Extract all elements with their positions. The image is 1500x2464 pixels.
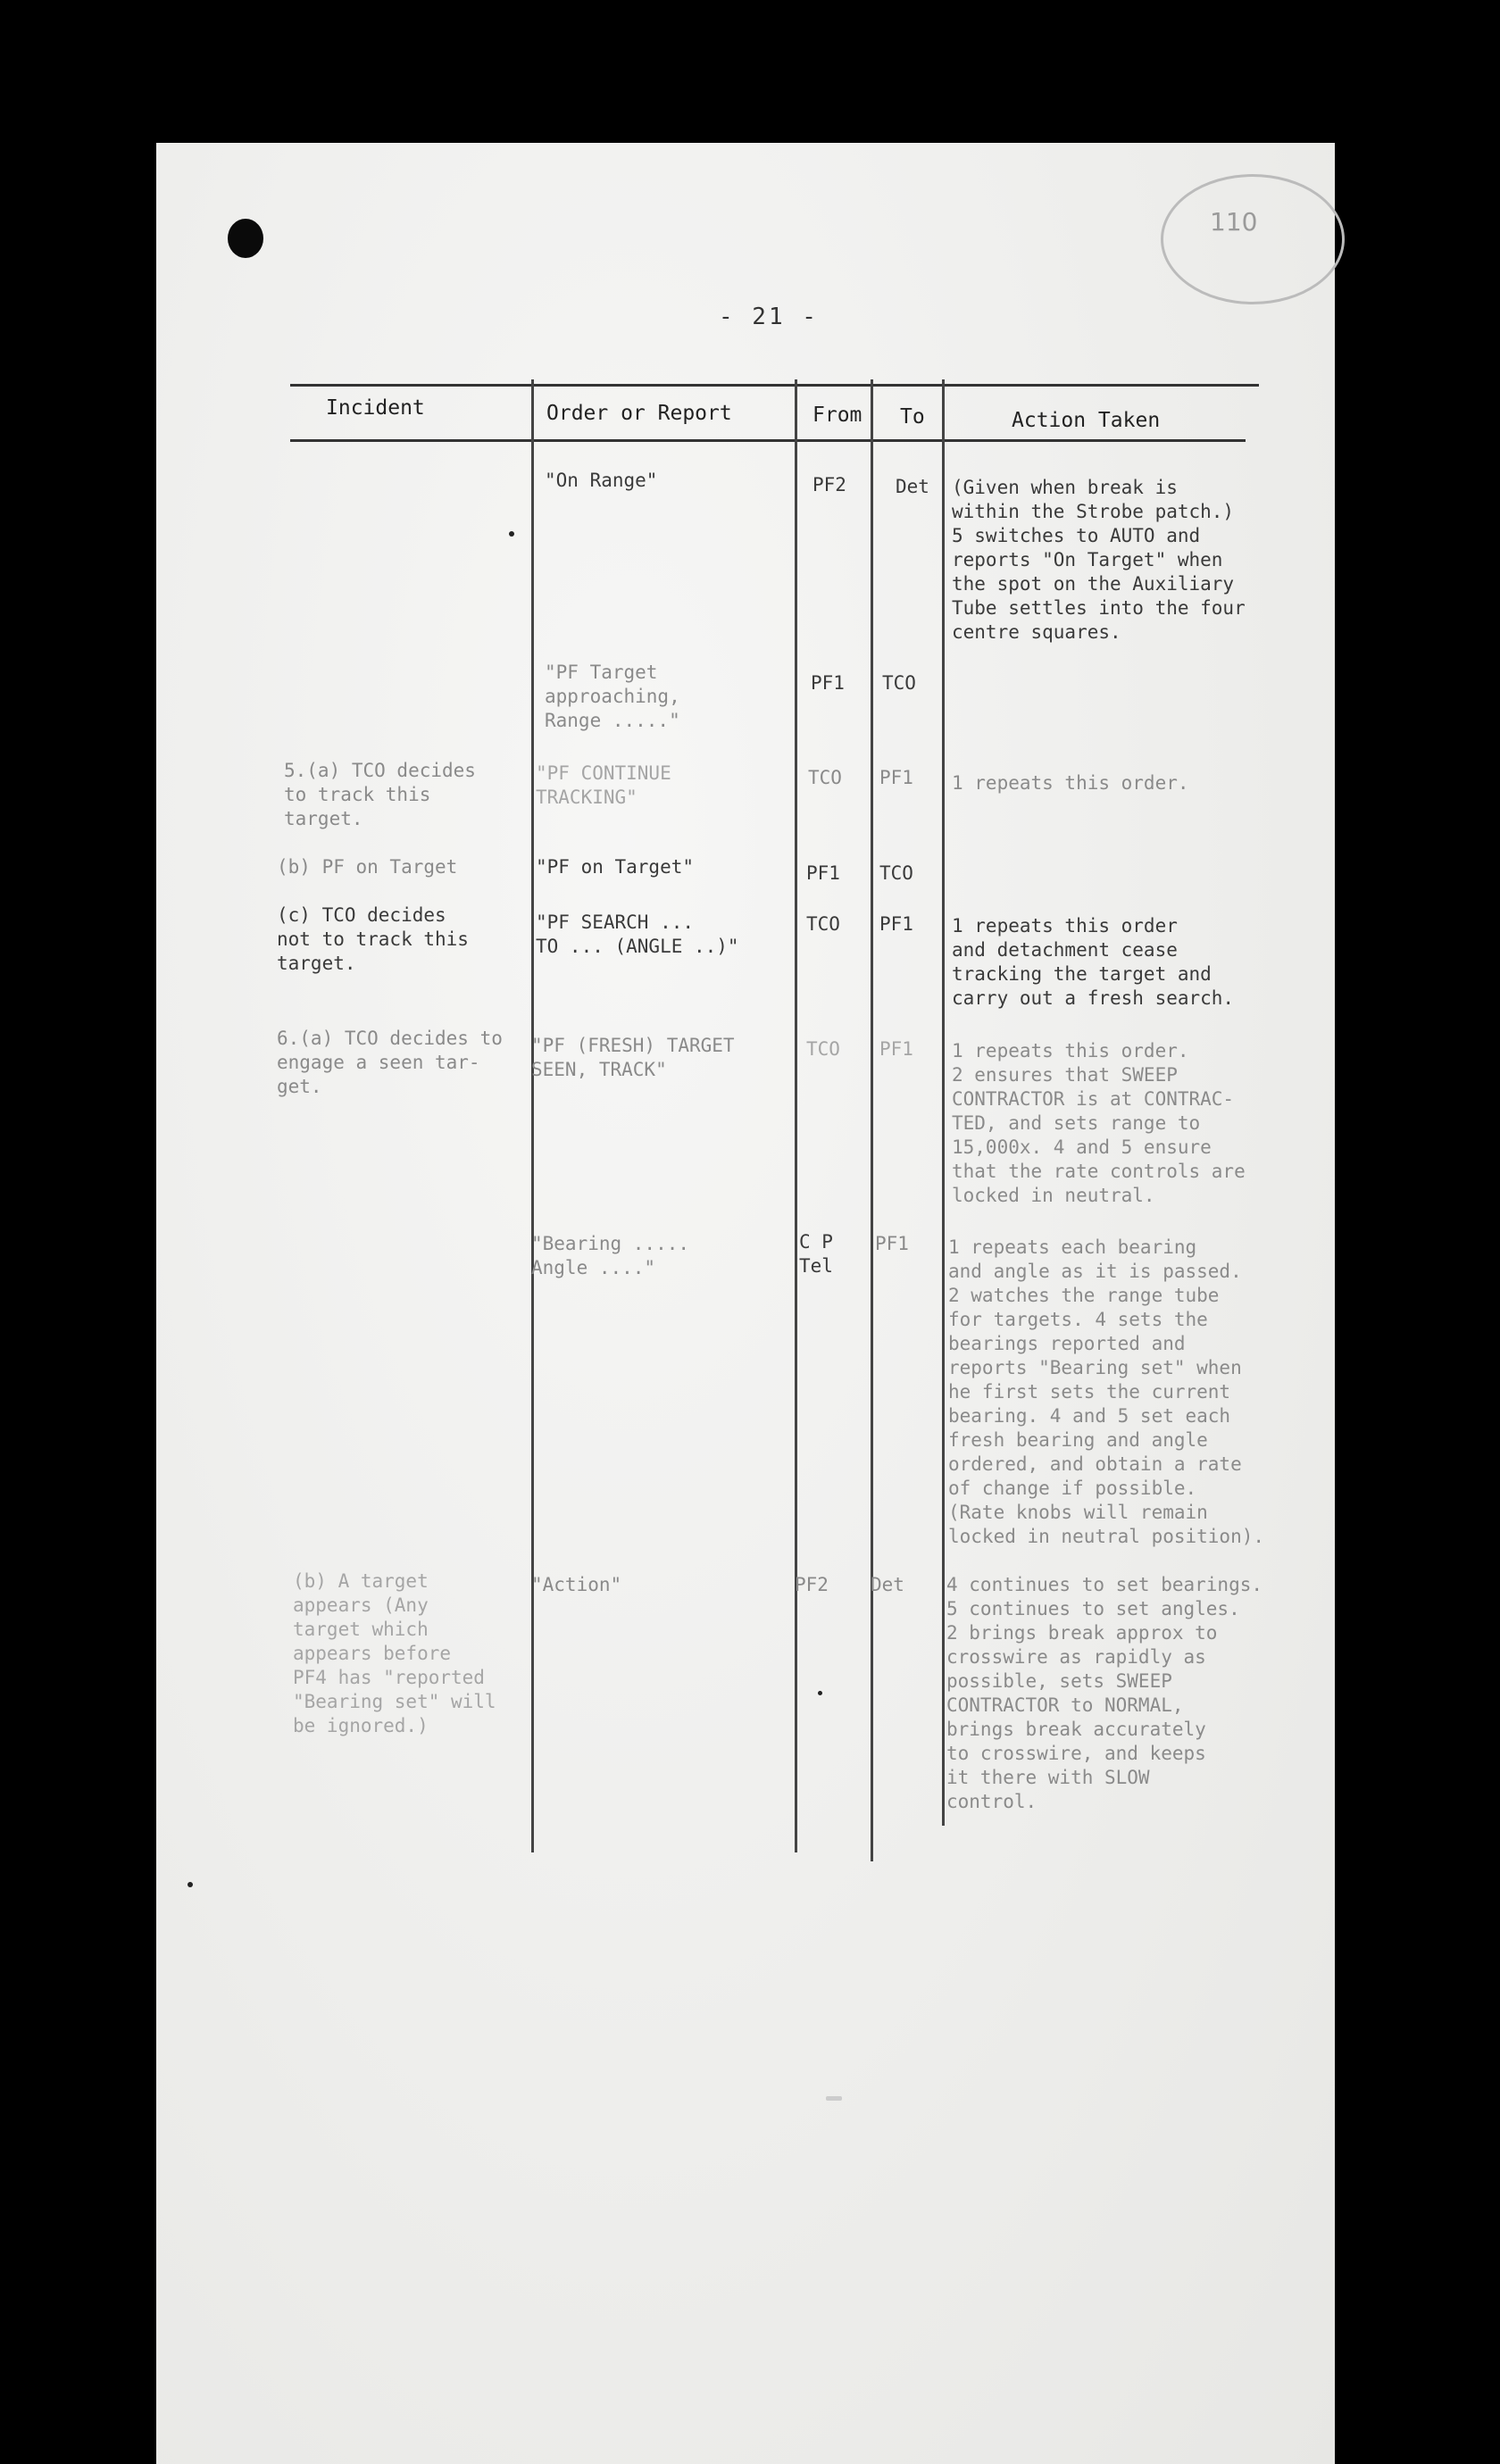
from-cell: PF2 — [812, 474, 846, 495]
to-cell: PF1 — [879, 1038, 913, 1060]
incident-cell: 5.(a) TCO decides to track this target. — [284, 760, 476, 829]
to-cell: TCO — [882, 672, 916, 694]
order-cell: "PF SEARCH ... TO ... (ANGLE ..)" — [536, 912, 739, 957]
header-incident: Incident — [326, 396, 425, 420]
dot-mark — [818, 1691, 822, 1695]
from-cell: PF1 — [806, 862, 840, 884]
to-cell: PF1 — [879, 767, 913, 788]
page-number: - 21 - — [719, 304, 819, 330]
column-divider — [795, 379, 797, 1852]
header-order-or-report: Order or Report — [546, 402, 732, 425]
order-cell: "Bearing ..... Angle ...." — [531, 1233, 690, 1278]
dot-mark — [188, 1882, 193, 1887]
order-cell: "Action" — [531, 1574, 622, 1595]
dot-mark — [509, 531, 514, 537]
table-top-rule — [290, 384, 1259, 387]
scan-artifact — [826, 2096, 842, 2101]
incident-cell: (b) A target appears (Any target which appears before PF4 has "reported "Bearing set" will be ignored.) — [293, 1570, 496, 1736]
punch-hole — [228, 219, 263, 258]
header-to: To — [900, 405, 925, 429]
to-cell: PF1 — [879, 913, 913, 935]
from-cell: C P Tel — [799, 1231, 833, 1277]
order-cell: "PF on Target" — [536, 856, 695, 878]
from-cell: TCO — [806, 1038, 840, 1060]
from-cell: PF2 — [795, 1574, 829, 1595]
action-cell: 1 repeats each bearing and angle as it is passed. 2 watches the range tube for targets. 4 sets the bearings reported and reports "Bearing set" when he first sets the current bearing. 4 and 5 set each fresh bearing and angle ordered, and obtain a rate of change if possible. (Rate knobs will remain locked in neutral position). — [948, 1236, 1265, 1547]
order-cell: "PF (FRESH) TARGET SEEN, TRACK" — [531, 1035, 735, 1080]
to-cell: PF1 — [875, 1233, 909, 1254]
header-from: From — [812, 404, 862, 427]
incident-cell: (c) TCO decides not to track this target. — [277, 904, 469, 974]
to-cell: Det — [871, 1574, 904, 1595]
order-cell: "On Range" — [545, 470, 658, 491]
incident-cell: (b) PF on Target — [277, 856, 458, 878]
from-cell: TCO — [808, 767, 842, 788]
action-cell: 4 continues to set bearings. 5 continues to set angles. 2 brings break approx to crosswire as rapidly as possible, sets SWEEP CONTRACTOR to NORMAL, brings break accurately to crosswire, and keeps it there with SLOW control. — [946, 1574, 1263, 1812]
order-cell: "PF CONTINUE TRACKING" — [536, 762, 671, 808]
column-divider — [942, 379, 945, 1826]
to-cell: Det — [896, 476, 929, 497]
incident-cell: 6.(a) TCO decides to engage a seen tar- get. — [277, 1028, 503, 1097]
order-cell: "PF Target approaching, Range ....." — [545, 662, 680, 731]
header-bottom-rule — [290, 439, 1246, 442]
action-cell: 1 repeats this order. — [952, 772, 1189, 794]
action-cell: 1 repeats this order and detachment cease tracking the target and carry out a fresh search. — [952, 915, 1235, 1009]
from-cell: TCO — [806, 913, 840, 935]
action-cell: (Given when break is within the Strobe patch.) 5 switches to AUTO and reports "On Target" when the spot on the Auxiliary Tube settles into the four centre squares. — [952, 477, 1246, 643]
action-cell: 1 repeats this order. 2 ensures that SWEEP CONTRACTOR is at CONTRAC- TED, and sets range to 15,000x. 4 and 5 ensure that the rate controls are locked in neutral. — [952, 1040, 1246, 1206]
column-divider — [531, 379, 534, 1852]
column-divider — [871, 379, 873, 1861]
to-cell: TCO — [879, 862, 913, 884]
from-cell: PF1 — [811, 672, 845, 694]
header-action-taken: Action Taken — [1012, 409, 1161, 432]
archive-stamp-circle — [1161, 174, 1345, 304]
archive-stamp-number: 110 — [1210, 207, 1258, 237]
